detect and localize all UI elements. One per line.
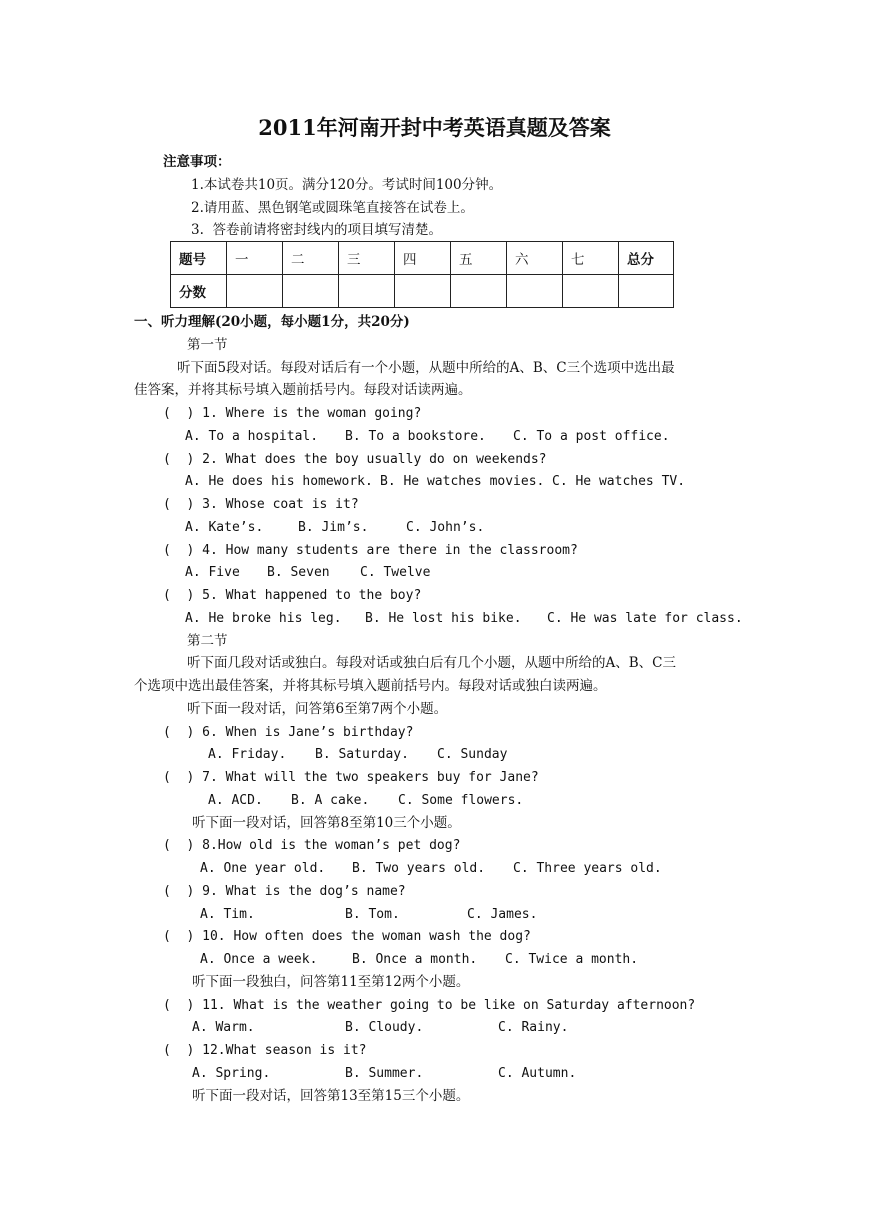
option-b: B. To a bookstore.: [345, 429, 486, 444]
table-cell: 一: [227, 242, 283, 275]
option-b: B. He lost his bike.: [365, 611, 522, 626]
instruction-text: 听下面几段对话或独白。每段对话或独白后有几个小题，从题中所给的A、B、C三: [187, 655, 676, 671]
section-heading: 一、听力理解(20小题，每小题1分，共20分): [134, 314, 410, 330]
table-row: [171, 275, 674, 308]
score-cell[interactable]: [507, 275, 563, 308]
option-b: B. Cloudy.: [345, 1020, 424, 1035]
question-8: ( ) 8.How old is the woman’s pet dog?: [163, 838, 461, 853]
score-cell[interactable]: [563, 275, 619, 308]
option-c: C. Some flowers.: [398, 793, 524, 808]
option-a: A. He broke his leg.: [185, 611, 342, 626]
option-c: C. Rainy.: [498, 1020, 569, 1035]
score-cell[interactable]: [395, 275, 451, 308]
table-row: [171, 242, 674, 275]
option-c: C. Three years old.: [513, 861, 662, 876]
option-a: A. One year old.: [200, 861, 326, 876]
question-6: ( ) 6. When is Jane’s birthday?: [163, 725, 414, 740]
table-cell: 二: [283, 242, 339, 275]
page-title: 2011年河南开封中考英语真题及答案: [258, 115, 611, 140]
option-b: B. Two years old.: [352, 861, 486, 876]
option-b: B. Saturday.: [315, 747, 409, 762]
question-7: ( ) 7. What will the two speakers buy for Jane?: [163, 770, 539, 785]
option-c: C. John’s.: [406, 520, 485, 535]
table-cell: 七: [563, 242, 619, 275]
notice-item: 1.本试卷共10页。满分120分。考试时间100分钟。: [191, 177, 503, 193]
option-c: C. Sunday: [437, 747, 508, 762]
score-cell[interactable]: [339, 275, 395, 308]
option-c: C. He was late for class.: [547, 611, 743, 626]
option-b: B. Summer.: [345, 1066, 424, 1081]
option-b: B. Tom.: [345, 907, 400, 922]
score-cell[interactable]: [619, 275, 674, 308]
option-c: C. Twice a month.: [505, 952, 639, 967]
score-cell[interactable]: [227, 275, 283, 308]
question-2: ( ) 2. What does the boy usually do on weekends?: [163, 452, 547, 467]
notice-item: 3. 答卷前请将密封线内的项目填写清楚。: [191, 222, 442, 238]
option-c: C. He watches TV.: [552, 474, 686, 489]
score-cell[interactable]: [451, 275, 507, 308]
option-c: C. James.: [467, 907, 538, 922]
option-b: B. He watches movies.: [380, 474, 545, 489]
sub-instruction: 听下面一段独白，问答第11至第12两个小题。: [192, 974, 470, 990]
option-a: A. Five: [185, 565, 240, 580]
part-label: 第二节: [187, 633, 228, 649]
table-cell: 五: [451, 242, 507, 275]
sub-instruction: 听下面一段对话，回答第13至第15三个小题。: [192, 1088, 470, 1104]
option-c: C. Autumn.: [498, 1066, 577, 1081]
option-a: A. Once a week.: [200, 952, 318, 967]
instruction-text: 听下面5段对话。每段对话后有一个小题，从题中所给的A、B、C三个选项中选出最: [177, 360, 675, 376]
option-a: A. Tim.: [200, 907, 255, 922]
option-b: B. Seven: [267, 565, 330, 580]
instruction-text: 个选项中选出最佳答案，并将其标号填入题前括号内。每段对话或独白读两遍。: [134, 678, 607, 694]
option-a: A. Friday.: [208, 747, 287, 762]
question-9: ( ) 9. What is the dog’s name?: [163, 884, 406, 899]
option-b: B. A cake.: [291, 793, 370, 808]
question-3: ( ) 3. Whose coat is it?: [163, 497, 359, 512]
option-b: B. Jim’s.: [298, 520, 369, 535]
option-a: A. He does his homework.: [185, 474, 373, 489]
question-4: ( ) 4. How many students are there in the classroom?: [163, 543, 578, 558]
table-cell: 题号: [171, 242, 227, 275]
sub-instruction: 听下面一段对话，问答第6至第7两个小题。: [187, 701, 448, 717]
part-label: 第一节: [187, 337, 228, 353]
option-a: A. ACD.: [208, 793, 263, 808]
question-1: ( ) 1. Where is the woman going?: [163, 406, 422, 421]
notice-heading: 注意事项：: [163, 154, 231, 170]
question-5: ( ) 5. What happened to the boy?: [163, 588, 422, 603]
question-11: ( ) 11. What is the weather going to be like on Saturday afternoon?: [163, 998, 696, 1013]
option-c: C. Twelve: [360, 565, 431, 580]
table-cell: 六: [507, 242, 563, 275]
table-cell: 三: [339, 242, 395, 275]
table-cell: 四: [395, 242, 451, 275]
score-table: [170, 241, 674, 308]
question-10: ( ) 10. How often does the woman wash the dog?: [163, 929, 531, 944]
instruction-text: 佳答案，并将其标号填入题前括号内。每段对话读两遍。: [134, 382, 472, 398]
table-cell: 总分: [619, 242, 674, 275]
score-cell[interactable]: [283, 275, 339, 308]
option-a: A. To a hospital.: [185, 429, 319, 444]
sub-instruction: 听下面一段对话，回答第8至第10三个小题。: [192, 815, 461, 831]
question-12: ( ) 12.What season is it?: [163, 1043, 367, 1058]
option-a: A. Kate’s.: [185, 520, 264, 535]
option-b: B. Once a month.: [352, 952, 478, 967]
option-a: A. Warm.: [192, 1020, 255, 1035]
notice-item: 2.请用蓝、黑色钢笔或圆珠笔直接答在试卷上。: [191, 200, 474, 216]
table-cell: 分数: [171, 275, 227, 308]
option-a: A. Spring.: [192, 1066, 271, 1081]
option-c: C. To a post office.: [513, 429, 670, 444]
